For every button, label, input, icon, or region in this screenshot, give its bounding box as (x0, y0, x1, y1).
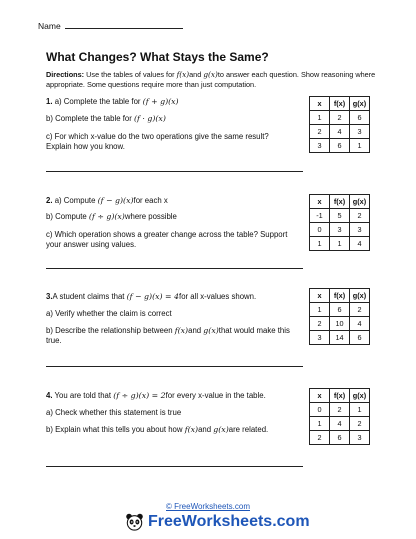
q2-a-math: (f − g)(x) (97, 196, 134, 205)
directions-text: to answer each question. Show reasoning where appropriate. Some questions require more than just computation. (46, 70, 376, 89)
q3-number: 3. (46, 292, 53, 301)
table-cell: 0 (310, 223, 330, 237)
q1-b-math: (f · g)(x) (133, 114, 166, 123)
table-header: x (310, 195, 330, 209)
table-cell: 6 (350, 331, 370, 345)
q4-text: for every x-value in the table. (165, 391, 266, 400)
table-row (310, 303, 370, 317)
table-row (310, 417, 370, 431)
table-header: f(x) (330, 289, 350, 303)
table-row (310, 209, 370, 223)
page-title: What Changes? What Stays the Same? (46, 50, 269, 64)
q4-number: 4. (46, 391, 53, 400)
table-cell: 4 (350, 317, 370, 331)
table-cell: 1 (350, 403, 370, 417)
table-row (310, 403, 370, 417)
q2-a-text: for each x (133, 196, 168, 205)
footer-link[interactable]: © FreeWorksheets.com (166, 502, 250, 511)
brand-name[interactable]: FreeWorksheets.com (148, 513, 310, 530)
name-line[interactable] (65, 20, 183, 29)
q3-text: A student claims that (52, 292, 125, 301)
q2-table (309, 194, 370, 251)
table-cell: 3 (350, 431, 370, 445)
table-header: g(x) (350, 97, 370, 111)
table-header: x (310, 289, 330, 303)
q4-table (309, 388, 370, 445)
q1-part-a (46, 97, 296, 107)
directions-label: Directions: (46, 70, 85, 79)
q3-part-b (46, 326, 296, 346)
name-row (38, 20, 183, 31)
q4-part-b (46, 425, 306, 435)
q2-part-c: c) Which operation shows a greater change across the table? Support your answer using values. (46, 230, 288, 249)
q3-intro (46, 292, 296, 302)
panda-icon (125, 513, 144, 531)
q1-b-text: b) Complete the table for (46, 114, 132, 123)
q2-part-b (46, 212, 296, 222)
table-cell: 4 (330, 125, 350, 139)
table-cell: 1 (330, 237, 350, 251)
q2-b-math: (f ÷ g)(x) (88, 212, 125, 221)
q3-text: for all x-values shown. (179, 292, 257, 301)
q3-part-a: a) Verify whether the claim is correct (46, 309, 172, 318)
table-header: x (310, 97, 330, 111)
q4-divider (46, 466, 303, 467)
q4-b-math-f: f(x) (184, 425, 199, 434)
q1-divider (46, 171, 303, 172)
table-cell: 2 (310, 431, 330, 445)
table-cell: 3 (350, 223, 370, 237)
q1-part-c: c) For which x-value do the two operations give the same result? Explain how you know. (46, 132, 269, 151)
table-cell: 1 (350, 139, 370, 153)
q1-a-text: a) Complete the table for (54, 97, 141, 106)
table-header: f(x) (330, 389, 350, 403)
q2-number: 2. (46, 196, 53, 205)
table-row (310, 317, 370, 331)
q4-part-a: a) Check whether this statement is true (46, 408, 182, 417)
table-header: g(x) (350, 289, 370, 303)
q4-intro (46, 391, 296, 401)
q1-part-b (46, 114, 296, 124)
table-cell: 3 (310, 331, 330, 345)
q2-divider (46, 268, 303, 269)
q3-b-text: that would make this true. (46, 326, 290, 345)
table-cell: 4 (330, 417, 350, 431)
table-cell: 6 (350, 111, 370, 125)
q2-b-text: where possible (124, 212, 177, 221)
table-header: f(x) (330, 97, 350, 111)
q4-b-math-g: g(x) (213, 425, 229, 434)
table-cell: 1 (310, 111, 330, 125)
table-cell: 2 (310, 317, 330, 331)
table-row (310, 331, 370, 345)
table-header: g(x) (350, 195, 370, 209)
q3-divider (46, 366, 303, 367)
table-row (310, 139, 370, 153)
q3-math: (f − g)(x) = 4 (126, 292, 180, 301)
table-cell: 3 (330, 223, 350, 237)
table-cell: 14 (330, 331, 350, 345)
table-row (310, 223, 370, 237)
name-label: Name (38, 21, 61, 31)
table-row (310, 125, 370, 139)
q4-math: (f ÷ g)(x) = 2 (113, 391, 166, 400)
q3-b-text: b) Describe the relationship between (46, 326, 173, 335)
table-cell: 0 (310, 403, 330, 417)
table-cell: 2 (330, 403, 350, 417)
table-cell: 1 (310, 417, 330, 431)
table-cell: 6 (330, 139, 350, 153)
table-cell: 2 (350, 303, 370, 317)
q4-b-text: and (198, 425, 212, 434)
q3-b-math-f: f(x) (174, 326, 189, 335)
table-row (310, 237, 370, 251)
q2-b-text: b) Compute (46, 212, 87, 221)
q3-table (309, 288, 370, 345)
q3-b-text: and (188, 326, 202, 335)
directions-text: Use the tables of values for (86, 70, 175, 79)
table-header: x (310, 389, 330, 403)
directions (46, 70, 382, 90)
table-header: f(x) (330, 195, 350, 209)
q1-a-math: (f + g)(x) (142, 97, 179, 106)
q4-b-text: b) Explain what this tells you about how (46, 425, 183, 434)
table-cell: 3 (310, 139, 330, 153)
table-cell: 1 (310, 237, 330, 251)
table-header: g(x) (350, 389, 370, 403)
table-cell: -1 (310, 209, 330, 223)
q1-number: 1. (46, 97, 53, 106)
table-row (310, 431, 370, 445)
table-cell: 2 (350, 209, 370, 223)
q1-table (309, 96, 370, 153)
q2-a-text: a) Compute (54, 196, 96, 205)
directions-math-f: f(x) (176, 70, 190, 79)
table-cell: 10 (330, 317, 350, 331)
table-cell: 1 (310, 303, 330, 317)
table-cell: 4 (350, 237, 370, 251)
table-cell: 6 (330, 303, 350, 317)
table-row (310, 111, 370, 125)
directions-text: and (189, 70, 202, 79)
table-cell: 6 (330, 431, 350, 445)
q4-text: You are told that (54, 391, 112, 400)
table-cell: 2 (310, 125, 330, 139)
q2-part-a (46, 196, 296, 206)
directions-math-g: g(x) (203, 70, 218, 79)
table-cell: 2 (330, 111, 350, 125)
table-cell: 2 (350, 417, 370, 431)
q4-b-text: are related. (228, 425, 269, 434)
q3-b-math-g: g(x) (203, 326, 219, 335)
table-cell: 5 (330, 209, 350, 223)
table-cell: 3 (350, 125, 370, 139)
